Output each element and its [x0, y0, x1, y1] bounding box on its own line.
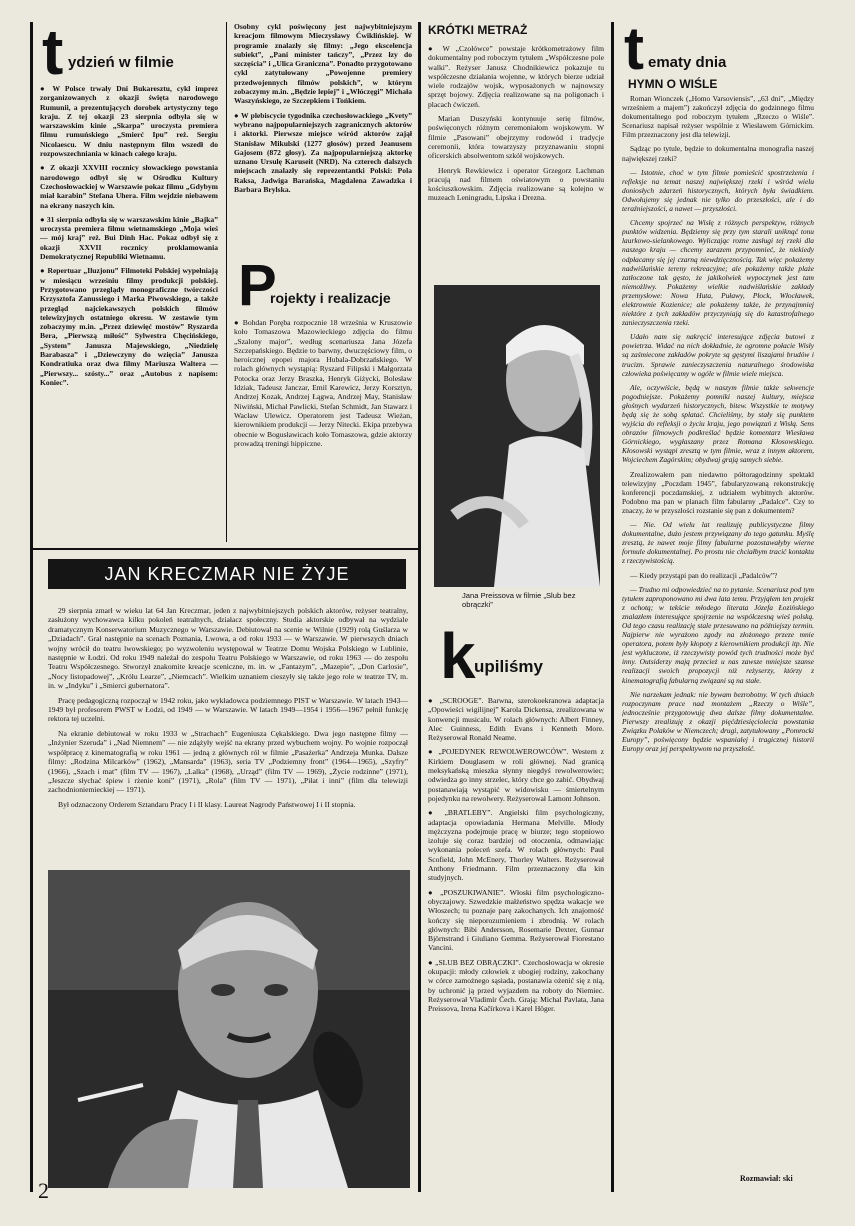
column-rule-right [611, 22, 614, 1192]
tematy-para: Chcemy spojrzeć na Wisłę z różnych perspektyw, różnych punktów widzenia. Będziemy się przy tym starali uniknąć tonu laurkowo-sielankowego. Wyliczając rozne zasługi tej rzeki dla naszego kraju — chcemy zarazem przypomnieć, że niekiedy odpłacamy się jej czarną niewdzięcznością. Tak więc pokażemy nadwiślańskie tereny rekreacyjne; ale pokażemy także plaże zatłoczone tak gęsto, że jakikolwiek wypoczynek jest tam niemożliwy. Pokażemy wielkie nadwiślańskie zakłady przemysłowe: Nowa Huta, Puławy, Płock, Włocławek, elektrownie Kozienice; ale pokażemy także, że przynajmniej niektóre z tych zakładów przyczyniają się do katastrofalnego zanieczyszczenia rzeki. [622, 218, 814, 328]
tydzien-para: Osobny cykl poświęcony jest najwybitniejszym kreacjom filmowym Mieczysławy Ćwiklińskiej. W programie znalazły się filmy: „Jego ekscelencja subiekt”, „Pani minister tańczy”, „Przez łzy do szczęścia” i „Ulica Graniczna”. Ponadto przygotowano cykl zatytułowany „Powojenne premiery przedwojennych filmów polskich”, w którym zobaczymy m.in. „Będzie lepiej” i „Włóczęgi” Michała Waszyńskiego, ze Szczepkiem i Tońkiem. [234, 22, 412, 106]
kreczmar-banner [48, 559, 406, 589]
kupilismy-heading [428, 626, 604, 696]
tydzien-para: ● W plebiscycie tygodnika czechosłowackiego „Kvety” wybrano najpopularniejszych zagranicznych aktorów i aktorki. Pierwsze miejsce wśród aktorów zajął Stanisław Mikulski (1277 głosów) przed Jeanusem Gajosem (872 głosy). Za najpopularniejszą aktorkę uznano Ursulę Karuseit (NRD). Na czterech dalszych miejscach znalazły się reprezentantki Polski: Pola Raksa, Jadwiga Barańska, Magdalena Zawadzka i Barbara Brylska. [234, 110, 412, 195]
projekty-column [234, 258, 412, 542]
projekty-initial: P [238, 258, 277, 318]
tydzien-para: ● Repertuar „Iluzjonu” Filmoteki Polskiej wypełniają w miesiącu wrześniu filmy produkcji polskiej. Przygotowano przeglądy monograficzne twórczości Krzysztofa Zanussiego i Marka Piwowskiego, a także przegląd najciekawszych polskich filmów telewizyjnych ostatniego okresu. W zestawie tym zobaczymy m.in. „Przez dziewięć mostów” Ryszarda Bera, „Pierwszą miłość” Sylwestra Chęcińskiego, „System” Janusza Majewskiego, „Niedzielę Barabasza” i „Dziewczyny do wzięcia” Janusza Kondratiuka oraz dwa filmy Mariusza Waltera — „Pierwszy... szósty...” oraz „Autobus z napisem: Koniec”. [40, 266, 218, 387]
tematy-para: Udało nam się nakręcić interesujące zdjęcia butowi z powietrza. Widać na nich dokładnie, że ogromne połacie Wisły są zaśmiecone zakładów pokryte są gęstymi liszajami brudów i trucizn. Sprawie zanieczyszczenia naturalnego środowiska człowieka poświęcamy w ogóle w filmie wiele miejsca. [622, 332, 814, 378]
kreczmar-title: JAN KRECZMAR NIE ŻYJE [104, 563, 350, 584]
tematy-para: Roman Wionczek („Homo Varsoviensis”, „63 dni”, „Między wrześniem a majem”) zakończył zdjęcia do godzinnego filmu dokumentalnego pod roboczym tytułem „Rzeczo o Wiśle”. Scenariusz napisał reżyser wspólnie z Wiesławem Górnickim. Film przeznaczony jest dla telewizji. [622, 94, 814, 140]
tydzien-para: ● 31 sierpnia odbyła się w warszawskim kinie „Bajka” uroczysta premiera filmu wietnamskiego „Moja wieś — mój kraj” reż. Bui Dinh Hac. Pokaz odbył się z okazji XXVII rocznicy proklamowania Demokratycznej Republiki Wietnamu. [40, 214, 218, 262]
kupilismy-para: ● „POSZUKIWANIE”. Włoski film psychologiczno-obyczajowy. Szwedzkie małżeństwo spędza wakacje we Włoszech; tu poznaje parę zakochanych. Ich znajomość kończy się nieporozumieniem i zbrodnią. W rolach głównych: Bibi Andersson, Rosemarie Dexter, Gunnar Björnstrand i Giuliano Gemma. Reżyserował Fiorestano Vancini. [428, 887, 604, 953]
tydzien-para: ● Z okazji XXVIII rocznicy słowackiego powstania narodowego odbył się w Ośrodku Kultury Czechosłowackiej w Warszawie pokaz filmu „Gdybym miał karabin” Stefana Uhera. Film wejdzie niebawem na ekrany naszych kin. [40, 163, 218, 210]
tydzien-initial: t [42, 22, 64, 88]
kreczmar-para: Pracę pedagogiczną rozpoczął w 1942 roku, jako wykładowca podziemnego PIST w Warszawie. W latach 1943—1949 był profesorem PWST w Łodzi, od 1949 — w Warszawie. W latach 1949—1954 i 1956—1967 pełnił funkcję rektora tej uczelni. [48, 695, 408, 724]
section-rule [33, 548, 418, 550]
kupilismy-para: ● „POJEDYNEK REWOLWEROWCÓW”. Western z Kirkiem Douglasem w roli głównej. Nad granicą meksykańską mieszka słynny niegdyś rewolwerowiec; odwiedza go inny strzelec, który chce go zabić. Obydwaj postanawiają wystąpić w widowisku — śmiertelnym pojedynku na rewolwery. Reżyserował Lamont Johnson. [428, 747, 604, 803]
tematy-para: Zrealizowałem pan niedawno półtoragodzinny spektakl telewizyjny „Poczdam 1945”, fabularyzowaną rekonstrukcję konferencji poczdamskiej, z udziałem wybitnych aktorów. Podobno ma pan w planach film fabularny „Padalce”. Czy to znaczy, że w przyszłości rozstanie się pan z dokumentem? [622, 469, 814, 515]
preissova-photo [434, 285, 600, 587]
tematy-signature: Rozmawiał: ski [740, 1174, 793, 1183]
tematy-para: Nie narzekam jednak: nie bywam bezrobotny. W tych dniach rozpoczynam prace nad montażem „Rzeczy o Wiśle”, jednocześnie przygotowuję dwa dalsze filmy dokumentalne. Pierwszy zrealizuję z okazji pięćdziesięciolecia powstania Związku Polaków w Niemczech; drugi, zatytułowany „Pomrocki Europy”, poświęcony będzie wspaniałej i tragicznej historii Europy oraz jej perspektywom na przyszłość. [622, 689, 814, 754]
krotki-para: Henryk Rewkiewicz i operator Grzegorz Lachman pracują nad filmem oświatowym o powstaniu kościuszkowskim. Zdjęcia realizowane są kolejno w muzeach Leningradu, Lipska i Drezna. [428, 165, 604, 203]
kupilismy-column [428, 626, 604, 1192]
kreczmar-portrait-image [48, 870, 410, 1188]
tematy-para: — Kiedy przystąpi pan do realizacji „Padalców”? [630, 570, 778, 580]
projekty-text: ● Bohdan Poręba rozpocznie 18 września w Kruszowie koło Tomaszowa Mazowieckiego zdjęcia do filmu „Szalony major”, według scenariusza Jana Józefa Szczepańskiego. Będzie to barwny, dwuczęściowy film, o heroicznej epopei majora Hubala-Dobrzańskiego. W rolach głównych wystąpią: Ryszard Filipski i Małgorzata Potocka oraz Jerzy Braszka, Henryk Giżycki, Bolesław Idziak, Tadeusz Janczar, Emil Karewicz, Jerzy Korsztyn, Andrzej Kozak, Andrzej Łągwa, Andrzej May, Stanisław Niwiński, Michał Pawlicki, Stefan Schmidt, Jan Stawarz i Wacław Ulewicz. Operatorem jest Tadeusz Wieżan, kierownikiem produkcji — Jerzy Nitecki. Ekipa przebywa obecnie w Bogusławicach koło Tomaszowa, gdzie aktorzy prowadzą treningi hippiczne. [234, 318, 412, 448]
kupilismy-para: ● „BRATLEBY”. Angielski film psychologiczny, adaptacja opowiadania Hermana Melville. Młody mężczyzna podejmuje pracę w biurze; tego stopniowo izoluje się coraz bardziej od otoczenia, odmawiając wykonania poleceń szefa. W rolach głównych: Paul Scofield, John McEnery, Thorley Walters. Reżyserował Anthony Friedmann. Film przeznaczony dla kin studyjnych. [428, 808, 604, 883]
tydzien-para: ● W Polsce trwały Dni Bukaresztu, cykl imprez zorganizowanych z okazji święta narodowego Rumunii, a prezentujących dorobek artystyczny tego kraju. Z tej okazji 23 sierpnia odbyła się w warszawskim kinie „Skarpa” uroczysta premiera filmu rumuńskiego „Smierć Ipu” reż. Sergiu Nicolaescu. W dniu następnym film wszedł do rozpowszechniania w kinach całego kraju. [40, 84, 218, 159]
projekty-title: rojekty i realizacje [270, 290, 391, 306]
tematy-para: — Nie. Od wielu lat realizuję publicystyczne filmy dokumentalne, dużo jestem przywiązany do tego gatunku. Myślę zresztą, że nawet moje filmy fabularne pozostawałyby wierne formule dokumentalnej. Po prostu nie chciałbym tracić kontaktu z rzeczywistością. [622, 520, 814, 566]
kreczmar-para: Był odznaczony Orderem Sztandaru Pracy I i II klasy. Laureat Nagrody Państwowej I i II stopnia. [58, 799, 356, 809]
column-rule-left [30, 22, 33, 1192]
column-rule-inner [226, 22, 227, 542]
kreczmar-photo [48, 870, 410, 1188]
projekty-heading [234, 258, 412, 318]
column-rule-mid [418, 22, 421, 1192]
tematy-heading [622, 22, 814, 94]
tematy-title: ematy dnia [648, 54, 727, 71]
krotki-para: Marian Duszyński kontynuuje serię filmów, poświęconych różnym ceremoniałom wojskowym. W filmie „Pasowani” obejrzymy rodowód i tradycje ceremonii, która towarzyszy przyznawaniu stopni oficerskich absolwentom szkół wojskowych. [428, 114, 604, 161]
preissova-caption: Jana Preissova w filmie „Slub bez obrączki” [462, 591, 576, 610]
preissova-portrait-image [434, 285, 600, 587]
tydzien-column [40, 22, 218, 542]
kreczmar-para: Na ekranie debiutował w roku 1933 w „Strachach” Eugeniusza Cękalskiego. Dwa jego następne filmy — „Inżynier Szeruda” i „Nad Niemnem” — nie zdążyły wejść na ekrany przed wybuchem wojny. Po wojnie rozpoczął współpracę z kinematografią w roku 1961 — jedną z głównych ról w filmie „Pasażerka” Andrzeja Munka. Dalsze filmy: „Rodzina Milcarków” (1962), „Mansarda” (1963), seria TV „Podziemny front” (1964—1965), „Szyfry” (1966), „Szach i mat” (film TV — 1967), „Lalka” (1968), „Urząd” (film TV — 1969), „Życie rodzinne” (1971), „Jeszcze słychać śpiew i rżenie koni” (1971), „Rola” (film TV — 1971), „Piłat i inni” (film dla telewizji zachodnioniemieckiej — 1971). [48, 728, 408, 795]
krotki-para: ● W „Czołówce” powstaje krótkometrażowy film dokumentalny pod roboczym tytułem „Współczesne pole walki”. Reżyser Janusz Chodnikiewicz pokazuje tu współczesne działania wojenne, w których bierze udział wiele rodzajów wojsk, wyposażonych w najnowszy sprzęt bojowy. Zdjęcia realizowane są na poligonach i placach ćwiczeń. [428, 44, 604, 109]
kupilismy-initial: k [440, 626, 476, 692]
page-number: 2 [38, 1178, 49, 1203]
kupilismy-title: upiliśmy [474, 657, 543, 676]
tematy-para: Ale, oczywiście, będą w naszym filmie także sekwencje pogodniejsze. Pokażemy pomniki naszej kultury, miejsca głośnych wydarzeń historycznych, bitew. Wszystkie te motywy będą się że sobą splatać. Chcieliśmy, by stały się punktem wyjścia do refleksji o życiu kraju, jego powiązań z Wisłą. Sens obrazów filmowych podkreślać będzie komentarz Wiesława Górnickiego, wygłaszany przez Romana Kłosowskiego. Kłosowski wystąpi zresztą w tym filmie, wraz z innym aktorem, Wojciechem Zagórskim; obydwaj grają samych siebie. [622, 382, 814, 465]
tydzien-title: ydzień w filmie [68, 54, 174, 71]
krotki-title: KRÓTKI METRAŻ [428, 23, 528, 37]
tematy-subtitle: HYMN O WIŚLE [628, 77, 718, 91]
krotki-column [428, 22, 604, 282]
kupilismy-para: ● „SLUB BEZ OBRĄCZKI”. Czechosłowacja w okresie okupacji: młody człowiek z ubogiej rodziny, zakochany w córce zamożnego sąsiada, postanawia ożenić się z nią, by uchronić ją przed wyjazdem na roboty do Niemiec. Reżyserował Vladimír Čech. Grają: Michal Pavlata, Jana Preissova, Irena Kačírkova i Karel Höger. [428, 957, 604, 1014]
kupilismy-para: ● „SCROOGE”. Barwna, szerokoekranowa adaptacja „Opowieści wigilijnej” Karola Dickensa, zrealizowana w konwencji musicalu. W rolach głównych: Albert Finney, Alec Guinness, Edith Evans i Kenneth More. Reżyserował Ronald Neame. [428, 696, 604, 743]
kreczmar-para: 29 sierpnia zmarł w wieku lat 64 Jan Kreczmar, jeden z najwybitniejszych polskich aktorów, reżyser teatralny, zasłużony wychowawca kilku pokoleń teatralnych, działacz społeczny. Studia aktorskie odbywał na wydziale dramatycznym Konserwatorium Muzycznego w Warszawie. Debiutował na scenie w Wilnie (1929) rolą Guślarza w „Dziadach”. Grał następnie na scenach Poznania, Lwowa, a od roku 1933 — w Warszawie. W pierwszych dniach wojny wrócił do teatru lwowskiego; po wyzwoleniu występował w Teatrze Domu Wojska Polskiego w Lublinie, następnie w Łodzi. Od roku 1949 należał do zespołu Teatru Polskiego w Warszawie, od roku 1963 — do zespołu Teatru Współczesnego. Stworzył znakomite kreacje sceniczne, m. in. w „Fantazym”, „Mazepie”, „Don Carlosie”, „Nocy listopadowej”, „Królu Learze”, „Niemcach”. Wielkim uznaniem cieszyły się także jego role w teatrze TV, m. in. w „Indyku” i „Smierci gubernatora”. [48, 606, 408, 691]
tematy-para: — Trudno mi odpowiedzieć na to pytanie. Scenariusz pod tym tytułem zaproponowano mi dwa lata temu. Przyjąłem ten projekt z ochotą; w tekście młodego literata Józefa Łozińskiego znalazłem interesujące spojrzenie na współczesną wieś polską. Od tego czasu realizację stale przesuwano na późniejszy termin. Najpierw nie wyrażono zgody na złożonego przeze mnie operatora, potem były kłopoty z kierownikiem produkcji itp. Nie jest wykluczone, iż rzeczywisty powód tych trudności może być inny. Outsiderzy mają przecież u nas zawsze mniejsze szanse realizacji swoich propozycji niż reżyserzy, którzy z kinematografią fabularną związani są na stałe. [622, 584, 814, 685]
tydzien-heading [40, 22, 218, 88]
tydzien-column-2 [234, 22, 412, 252]
kreczmar-article [48, 606, 408, 864]
tematy-para: — Istotnie, choć w tym filmie pomieścić spostrzeżenia i refleksje na temat naszej największej rzeki i wśród wielu doniosłych zdarzeń historycznych, których była świadkiem. Odwołujemy się jednak nie tylko do przeszłości, ale i do teraźniejszości, a nawet — przyszłości. [622, 167, 814, 214]
tematy-column [622, 22, 814, 1170]
tematy-para: Sądząc po tytule, będzie to dokumentalna monografia naszej największej rzeki? [622, 144, 814, 163]
tematy-initial: t [624, 22, 644, 82]
